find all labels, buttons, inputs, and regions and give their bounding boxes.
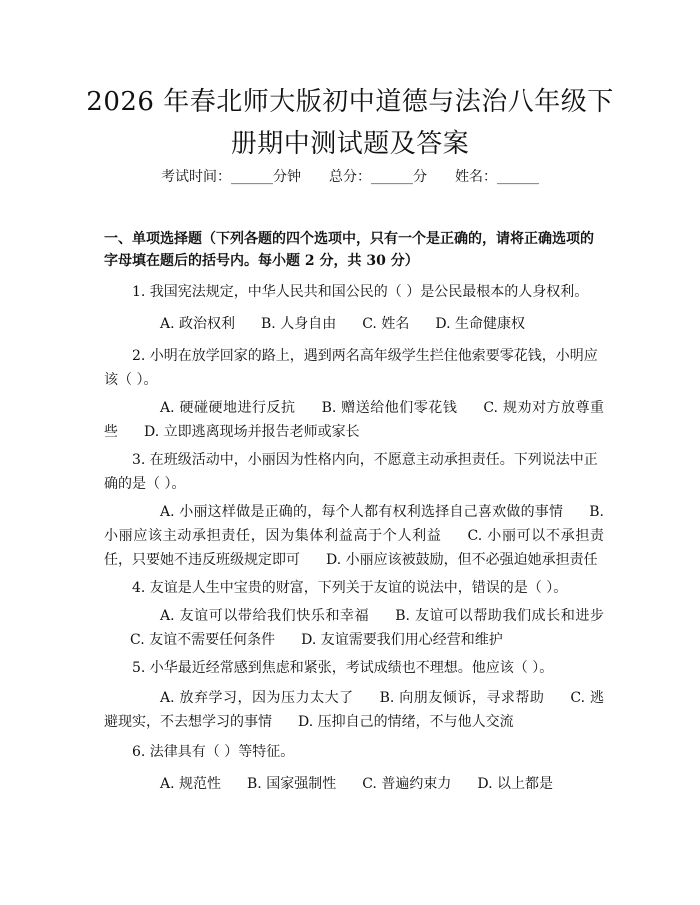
question-2-options [104,396,604,444]
question-5-option-c: C. 逃避现实，不去想学习的事情 [104,690,604,730]
question-1-option-d: D. 生命健康权 [435,316,525,332]
exam-score-field: 总分：______分 [329,169,427,185]
exam-title-line-1: 2026 年春北师大版初中道德与法治八年级下 [86,87,614,117]
question-5-options [104,686,604,734]
question-2-option-d: D. 立即逃离现场并报告老师或家长 [144,424,360,440]
question-5-option-a: A. 放弃学习，因为压力太大了 [160,690,354,706]
question-4-options [104,604,604,652]
question-5-option-b: B. 向朋友倾诉，寻求帮助 [379,690,545,706]
question-6-option-c: C. 普遍约束力 [362,776,452,792]
question-3-stem: 3. 在班级活动中，小丽因为性格内向，不愿意主动承担责任。下列说法中正确的是（ ）。 [104,452,598,492]
question-1-stem: 1. 我国宪法规定，中华人民共和国公民的（ ）是公民最根本的人身权利。 [132,284,589,300]
question-6-option-b: B. 国家强制性 [247,776,337,792]
question-4-option-d: D. 友谊需要我们用心经营和维护 [301,632,503,648]
question-3-option-d: D. 小丽应该被鼓励，但不必强迫她承担责任 [326,552,598,568]
question-5-option-d: D. 压抑自己的情绪，不与他人交流 [298,714,514,730]
question-4-option-a: A. 友谊可以带给我们快乐和幸福 [160,608,370,624]
exam-time-field: 考试时间：______分钟 [161,169,301,185]
section-heading: 一、单项选择题（下列各题的四个选项中，只有一个是正确的，请将正确选项的字母填在题后的括号内。每小题 2 分，共 30 分） [104,231,594,269]
question-6-stem: 6. 法律具有（ ）等特征。 [132,744,295,760]
question-3-option-a: A. 小丽这样做是正确的，每个人都有权利选择自己喜欢做的事情 [160,504,564,520]
question-1-option-c: C. 姓名 [362,316,410,332]
question-4-stem: 4. 友谊是人生中宝贵的财富，下列关于友谊的说法中，错误的是（ ）。 [132,580,568,596]
question-2-option-b: B. 赠送给他们零花钱 [321,400,458,416]
question-6-options [104,772,604,796]
exam-title-line-2: 册期中测试题及答案 [230,129,470,159]
question-4-option-b: B. 友谊可以帮助我们成长和进步 [395,608,604,624]
question-4-option-c: C. 友谊不需要任何条件 [130,632,276,648]
question-3-options [104,500,604,572]
student-name-field: 姓名：______ [455,169,539,185]
exam-meta [0,166,700,188]
question-6-option-a: A. 规范性 [160,776,222,792]
question-1-option-a: A. 政治权利 [160,316,236,332]
question-1-option-b: B. 人身自由 [261,316,337,332]
question-6-option-d: D. 以上都是 [477,776,553,792]
question-2-option-a: A. 硬碰硬地进行反抗 [160,400,296,416]
question-5-stem: 5. 小华最近经常感到焦虑和紧张，考试成绩也不理想。他应该（ ）。 [132,660,554,676]
question-3-option-c: C. 小丽可以不承担责任，只要她不违反班级规定即可 [104,528,604,568]
question-1-options [104,312,604,336]
question-2-stem: 2. 小明在放学回家的路上，遇到两名高年级学生拦住他索要零花钱，小明应该（ ）。 [104,348,598,388]
question-2-option-c: C. 规劝对方放尊重些 [104,400,604,440]
question-3-option-b: B. 小丽应该主动承担责任，因为集体利益高于个人利益 [104,504,604,544]
